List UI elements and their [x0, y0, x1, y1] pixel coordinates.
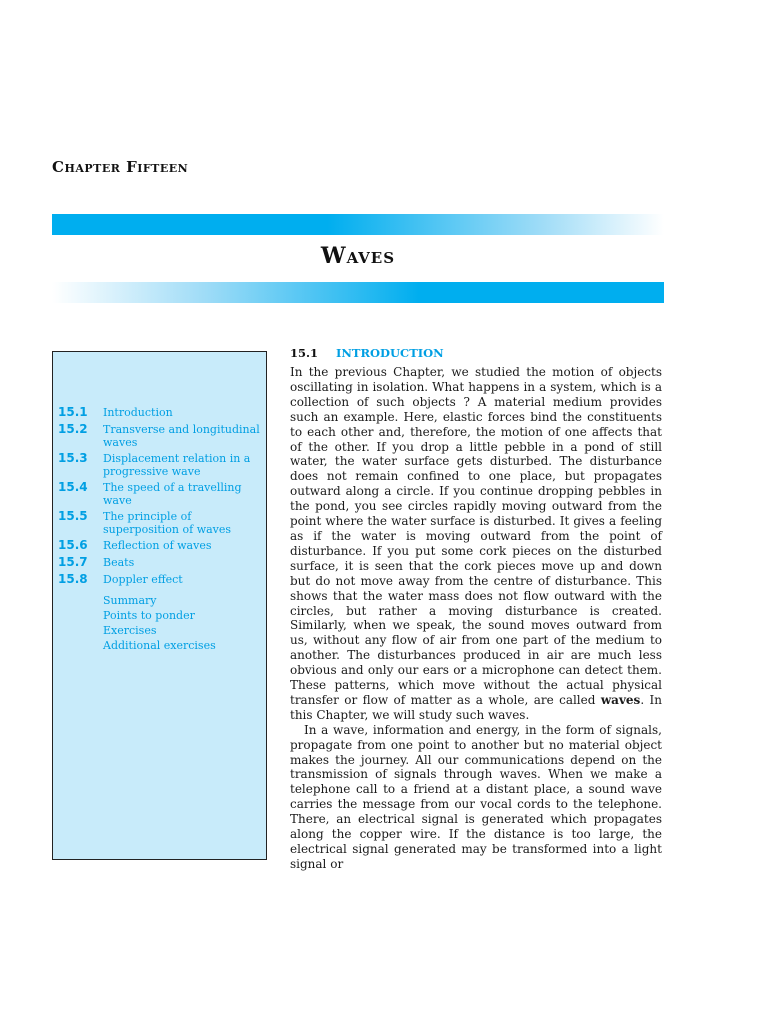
- toc-number: 15.3: [58, 451, 88, 465]
- toc-label: Transverse and longitudinal waves: [103, 423, 260, 449]
- chapter-contents-box: [52, 351, 267, 860]
- paragraph-1: [290, 365, 662, 723]
- toc-label: Displacement relation in a progressive wave: [103, 452, 251, 478]
- toc-list: [58, 405, 263, 589]
- chapter-label: Chapter Fifteen: [52, 158, 189, 176]
- toc-item: [58, 509, 263, 536]
- toc-number: 15.6: [58, 538, 88, 552]
- toc-extra-additional-exercises: Additional exercises: [103, 639, 216, 652]
- toc-item: [58, 572, 263, 587]
- toc-item: [58, 480, 263, 507]
- toc-number: 15.2: [58, 422, 88, 436]
- toc-number: 15.5: [58, 509, 88, 523]
- decorative-bar-bottom: [52, 282, 664, 303]
- section-heading: [290, 346, 444, 360]
- decorative-bar-top: [52, 214, 664, 235]
- toc-item: [58, 538, 263, 553]
- paragraph-1-tail: . In this Chapter, we will study such waves.: [290, 692, 662, 722]
- section-title: INTRODUCTION: [336, 346, 444, 360]
- toc-item: [58, 555, 263, 570]
- toc-label: Introduction: [103, 406, 173, 419]
- toc-number: 15.4: [58, 480, 88, 494]
- toc-label: The principle of superposition of waves: [103, 510, 232, 536]
- toc-label: The speed of a travelling wave: [103, 481, 242, 507]
- toc-extra-points-to-ponder: Points to ponder: [103, 609, 195, 622]
- section-number: 15.1: [290, 346, 319, 360]
- toc-label: Doppler effect: [103, 573, 183, 586]
- paragraph-2: In a wave, information and energy, in the form of signals, propagate from one point to another but no material object makes the journey. All our communications depend on the transmission of signals through waves. When we make a telephone call to a friend at a distant place, a sound wave carries the message from our vocal cords to the telephone. There, an electrical signal is generated which propagates along the copper wire. If the distance is too large, the electrical signal generated may be transformed into a light signal or: [290, 722, 662, 871]
- toc-label: Reflection of waves: [103, 539, 212, 552]
- toc-label: Beats: [103, 556, 135, 569]
- toc-item: [58, 451, 263, 478]
- chapter-title: Waves: [320, 243, 396, 269]
- toc-number: 15.7: [58, 555, 88, 569]
- bold-term-waves: waves: [600, 692, 641, 707]
- paragraph-1-text: In the previous Chapter, we studied the motion of objects oscillating in isolation. What happens in a system, which is a collection of such objects ? A material medium provides such an example. Here, elastic forces bind the constituents to each other and, therefore, the motion of one affects that of the other. If you drop a little pebble in a pond of still water, the water surface gets disturbed. The disturbance does not remain confined to one place, but propagates outward along a circle. If you continue dropping pebbles in the pond, you see circles rapidly moving outward from the point where the water surface is disturbed. It gives a feeling as if the water is moving outward from the point of disturbance. If you put some cork pieces on the disturbed surface, it is seen that the cork pieces move up and down but do not move away from the centre of disturbance. This shows that the water mass does not flow outward with the circles, but rather a moving disturbance is created. Similarly, when we speak, the sound moves outward from us, without any flow of air from one part of the medium to another. The disturbances produced in air are much less obvious and only our ears or a microphone can detect them. These patterns, which move without the actual physical transfer or flow of matter as a whole, are called: [290, 365, 662, 707]
- toc-number: 15.8: [58, 572, 88, 586]
- toc-item: [58, 422, 263, 449]
- toc-extra-summary: Summary: [103, 594, 157, 607]
- body-text: [290, 365, 662, 872]
- toc-extras: [103, 593, 216, 653]
- toc-number: 15.1: [58, 405, 88, 419]
- toc-extra-exercises: Exercises: [103, 624, 157, 637]
- toc-item: [58, 405, 263, 420]
